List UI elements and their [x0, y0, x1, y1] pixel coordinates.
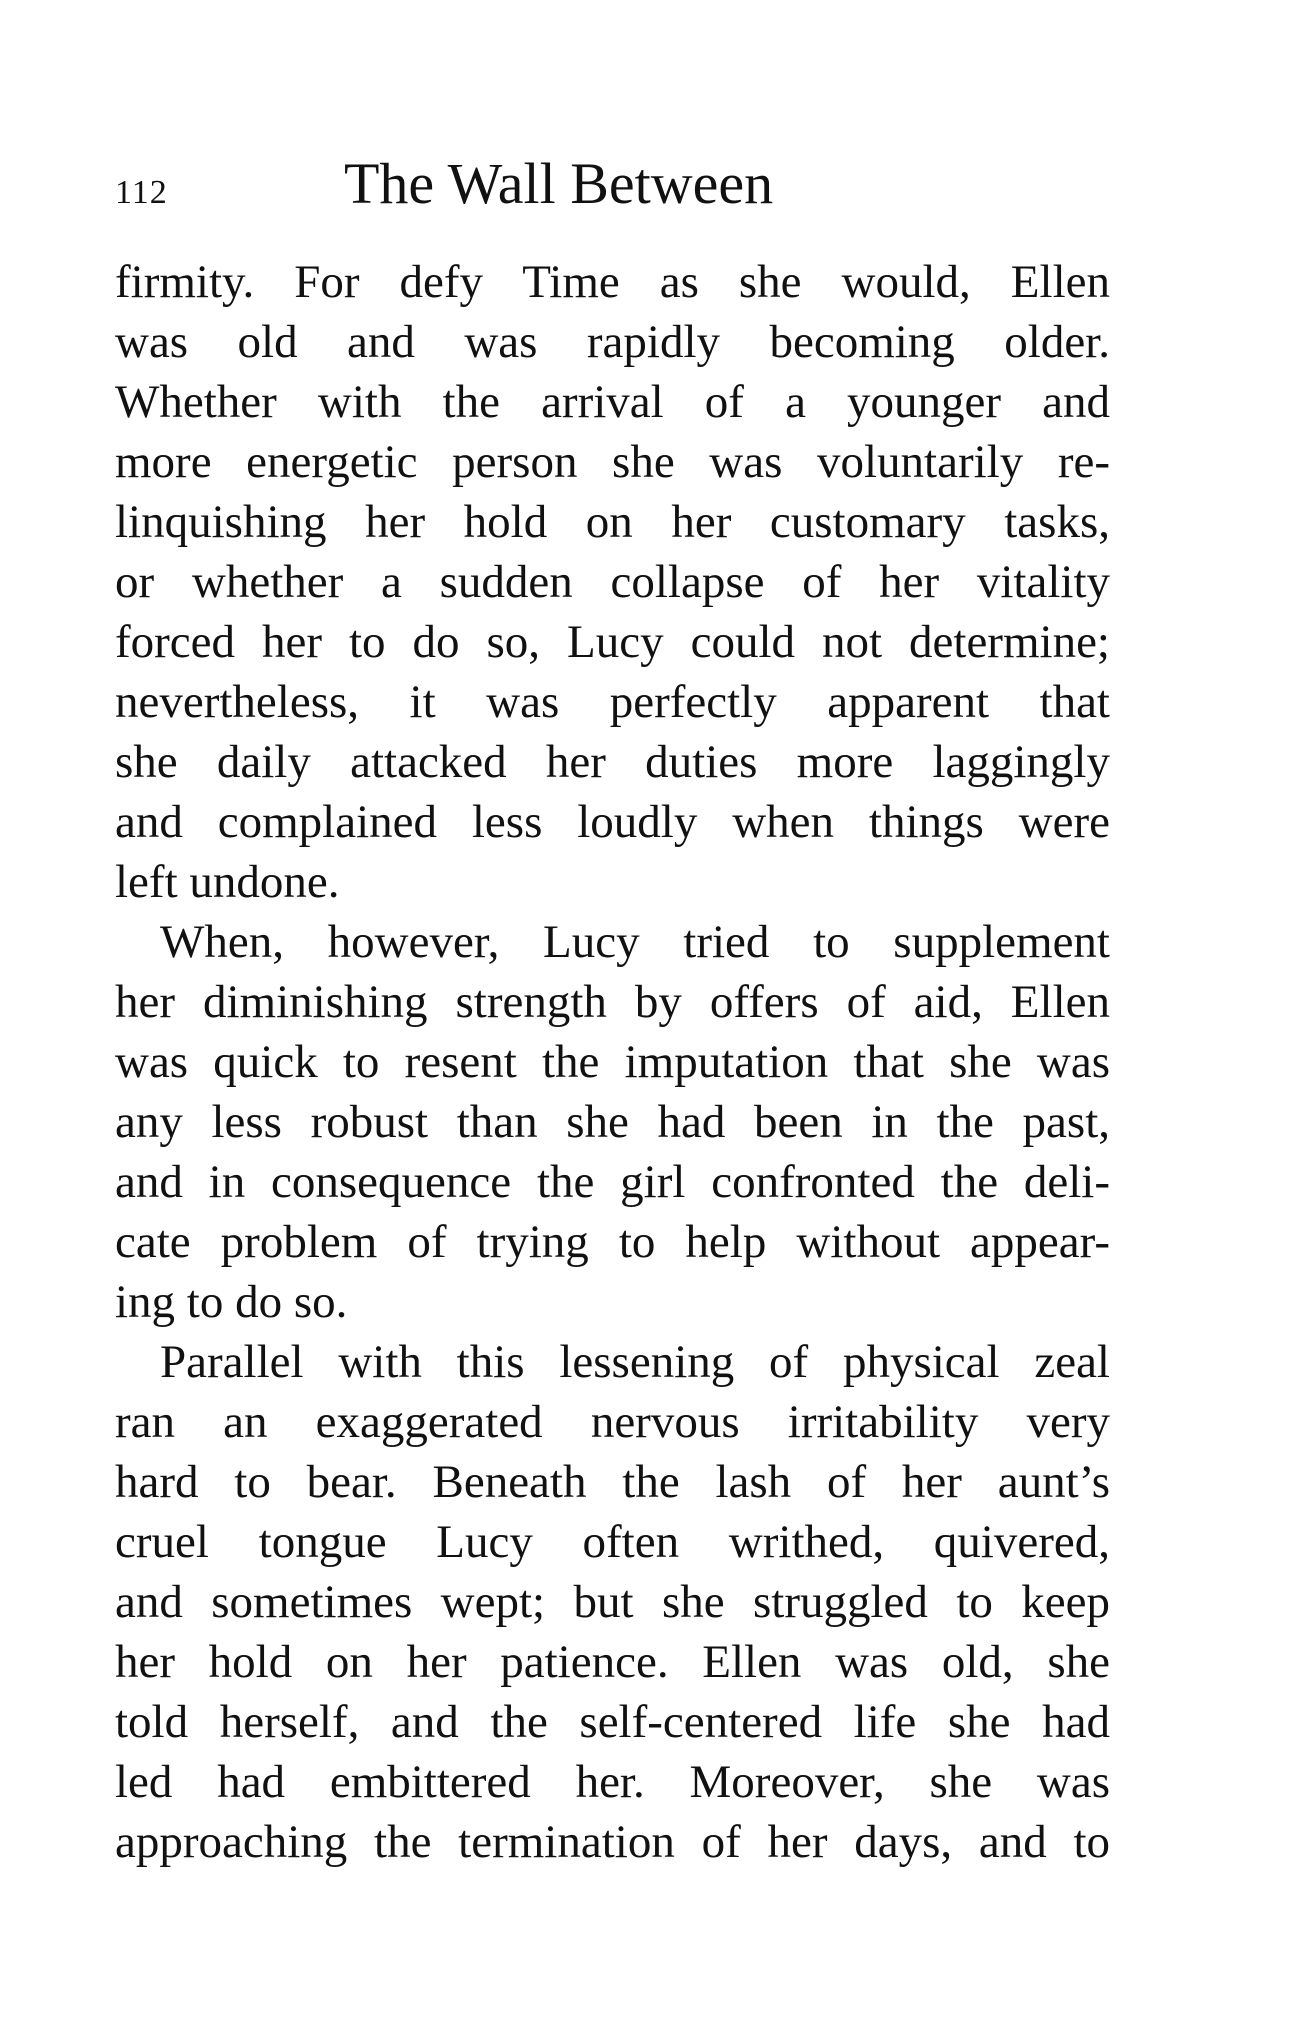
text-line: linquishing her hold on her customary tasks, [115, 496, 1110, 548]
text-line: led had embittered her. Moreover, she was [115, 1756, 1110, 1808]
text-line: her diminishing strength by offers of aid, Ellen [115, 976, 1110, 1028]
text-line: and in consequence the girl confronted the deli- [115, 1156, 1110, 1208]
text-line: any less robust than she had been in the past, [115, 1096, 1110, 1148]
text-line: and complained less loudly when things were [115, 796, 1110, 848]
text-line: and sometimes wept; but she struggled to keep [115, 1576, 1110, 1628]
text-line: Whether with the arrival of a younger and [115, 376, 1110, 428]
text-line: firmity. For defy Time as she would, Ellen [115, 256, 1110, 308]
text-line: her hold on her patience. Ellen was old, she [115, 1636, 1110, 1688]
text-line: ran an exaggerated nervous irritability very [115, 1396, 1110, 1448]
text-line: forced her to do so, Lucy could not determine; [115, 616, 1110, 668]
text-line: or whether a sudden collapse of her vitality [115, 556, 1110, 608]
page-number: 112 [115, 174, 168, 211]
text-line: nevertheless, it was perfectly apparent that [115, 676, 1110, 728]
body-text [115, 252, 1110, 1872]
text-line: hard to bear. Beneath the lash of her aunt’s [115, 1456, 1110, 1508]
text-line: When, however, Lucy tried to supplement [160, 916, 1110, 968]
text-line: told herself, and the self-centered life she had [115, 1696, 1110, 1748]
text-line: she daily attacked her duties more laggingly [115, 736, 1110, 788]
text-line: approaching the termination of her days, and to [115, 1816, 1110, 1868]
running-title: The Wall Between [344, 151, 774, 216]
text-line: ing to do so. [115, 1276, 348, 1328]
text-line: more energetic person she was voluntarily re- [115, 436, 1110, 488]
text-line: was old and was rapidly becoming older. [115, 316, 1110, 368]
text-line: was quick to resent the imputation that she was [115, 1036, 1110, 1088]
text-line: left undone. [115, 856, 340, 908]
text-line: Parallel with this lessening of physical zeal [160, 1336, 1110, 1388]
text-line: cate problem of trying to help without appear- [115, 1216, 1110, 1268]
text-line: cruel tongue Lucy often writhed, quivered, [115, 1516, 1110, 1568]
page-header [115, 150, 1115, 230]
